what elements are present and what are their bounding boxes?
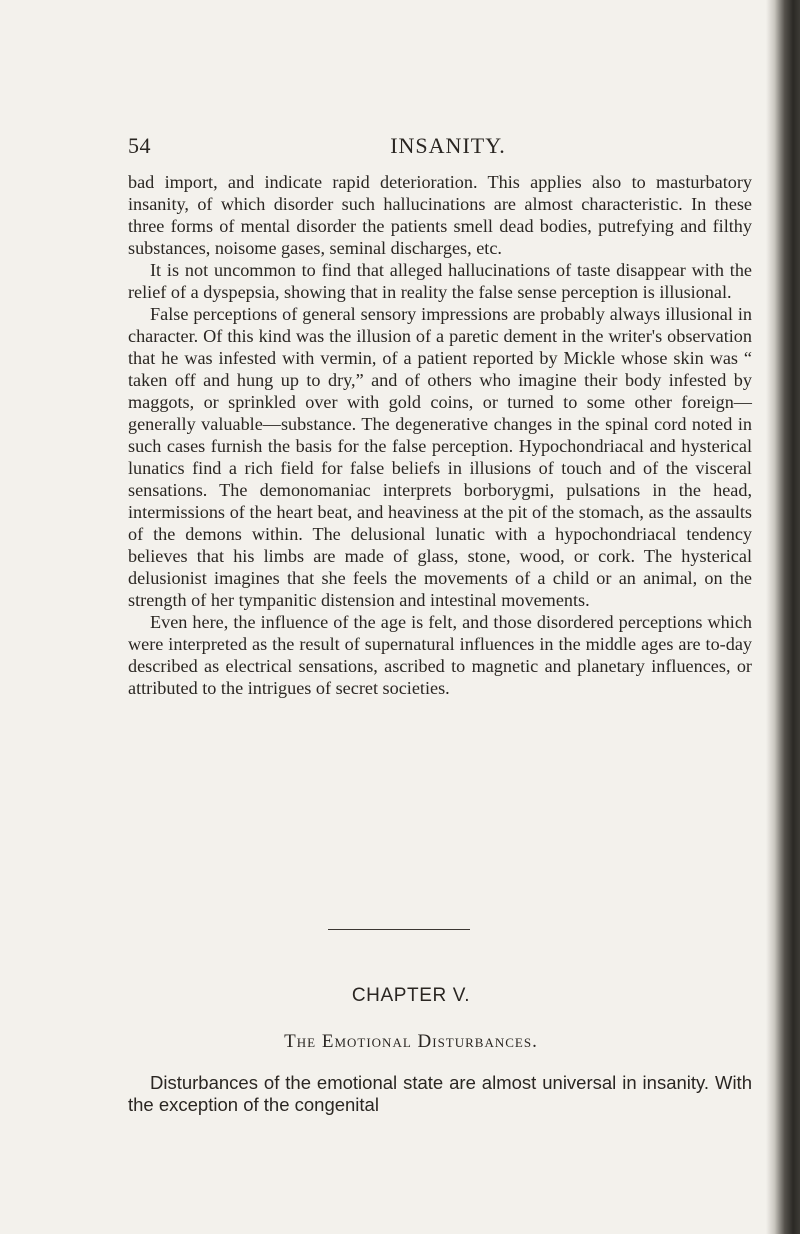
page-body [128, 171, 752, 699]
paragraph: False perceptions of general sensory impressions are probably always illusional in character. Of this kind was the illusion of a paretic dement in the writer's observation that he was infested with vermin, of a patient reported by Mickle whose skin was “ taken off and hung up to dry,” and of others who imagine their body infested by maggots, or sprinkled over with gold coins, or turned to some other foreign—generally valuable—substance. The degenerative changes in the spinal cord noted in such cases furnish the basis for the false perception. Hypochondriacal and hysterical lunatics find a rich field for false beliefs in illusions of touch and of the visceral sensations. The demonomaniac interprets borborygmi, pulsations in the head, intermissions of the heart beat, and heaviness at the pit of the stomach, as the assaults of the demons within. The delusional lunatic with a hypochondriacal tendency believes that his limbs are made of glass, stone, wood, or cork. The hysterical delusionist imagines that she feels the movements of a child or an animal, on the strength of her tympanitic distension and intestinal movements. [128, 304, 752, 610]
page-header [128, 133, 768, 163]
paragraph: Disturbances of the emotional state are almost universal in insanity. With the exception of the congenital [128, 1072, 752, 1115]
running-title: INSANITY. [390, 133, 506, 158]
page-number: 54 [128, 133, 151, 158]
chapter-title-text: The Emotional Disturbances. [284, 1031, 538, 1052]
paragraph: bad import, and indicate rapid deterioration. This applies also to masturbatory insanity, of which disorder such hallucinations are almost characteristic. In these three forms of mental disorder the patients smell dead bodies, putrefying and filthy substances, noisome gases, seminal discharges, etc. [128, 172, 752, 258]
paragraph: It is not uncommon to find that alleged hallucinations of taste disappear with the relief of a dyspepsia, showing that in reality the false sense perception is illusional. [128, 260, 752, 302]
chapter-heading-text: CHAPTER V. [351, 985, 471, 1006]
section-divider [328, 929, 470, 930]
chapter-title [0, 1031, 800, 1053]
chapter-heading [0, 985, 800, 1007]
chapter-body [128, 1072, 752, 1116]
paragraph: Even here, the influence of the age is felt, and those disordered perceptions which were interpreted as the result of supernatural influences in the middle ages are to-day described as electrical sensations, ascribed to magnetic and planetary influences, or attributed to the intrigues of secret societies. [128, 612, 752, 698]
